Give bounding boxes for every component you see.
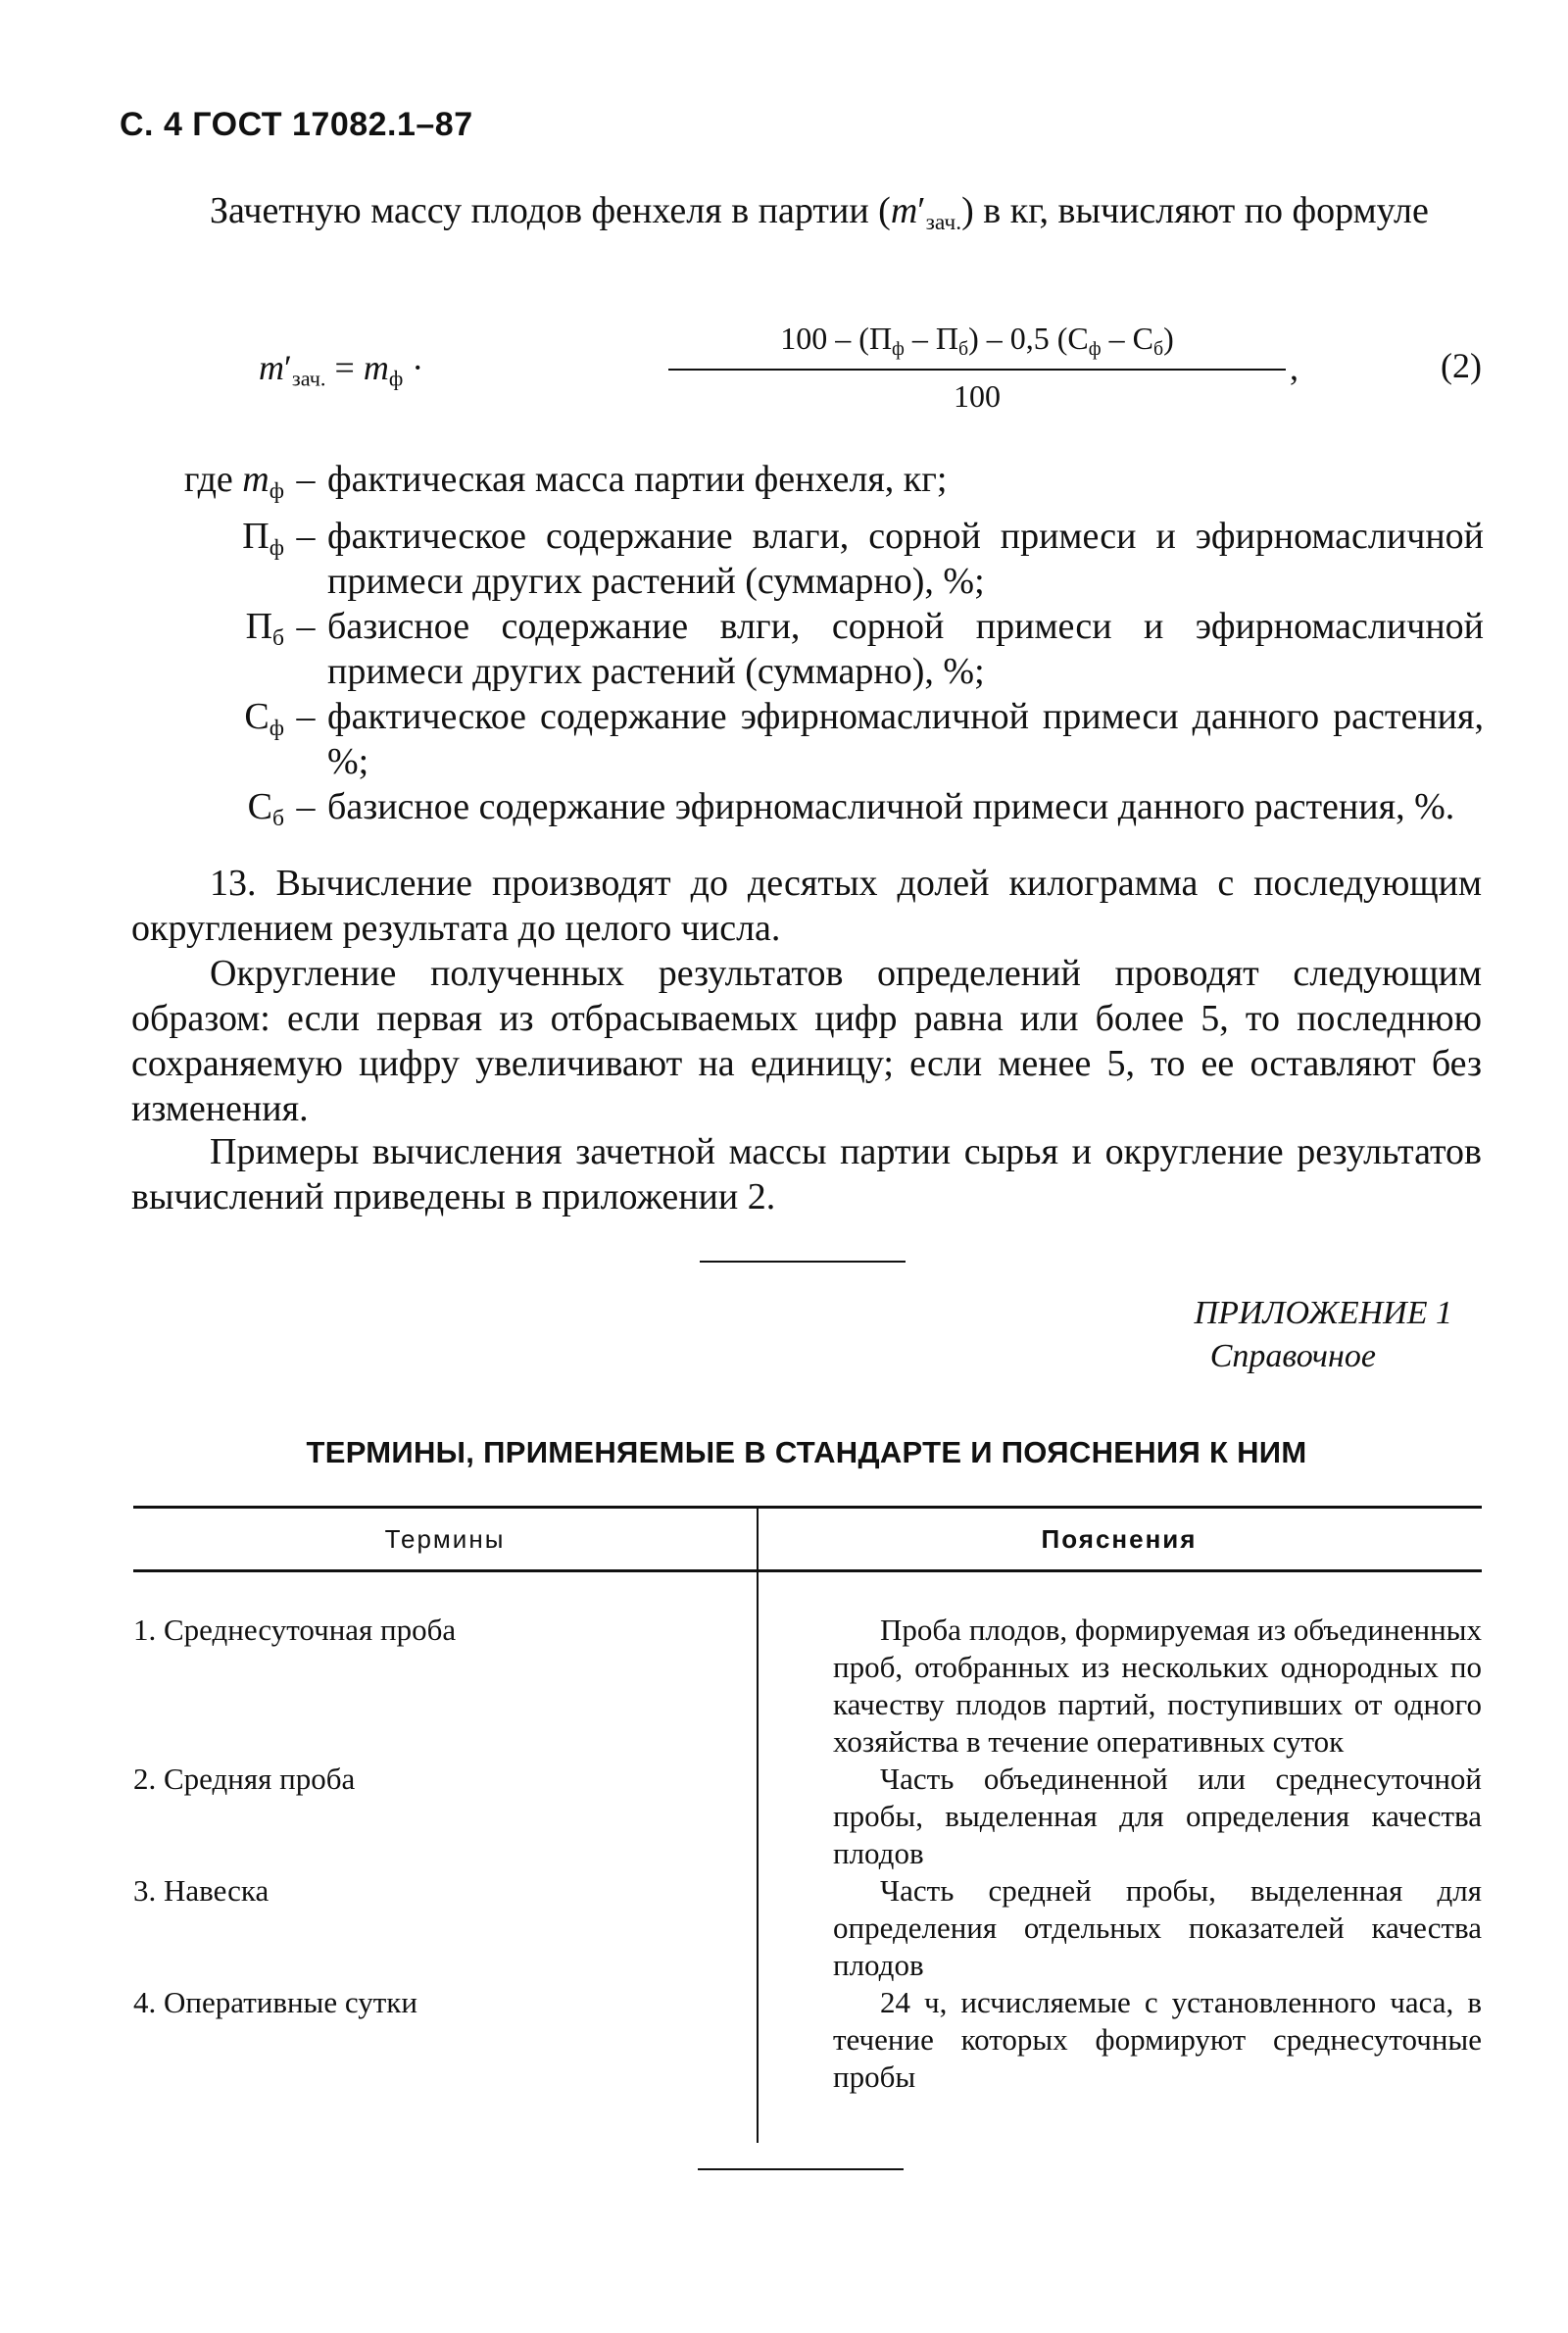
term-cell: 2. Средняя проба [133,1762,356,1796]
term-cell: 4. Оперативные сутки [133,1985,417,2019]
header-terms: Термины [384,1523,506,1554]
explanation-cell: Часть объединенной или среднесуточной пробы, выделенная для определения качества плодов [833,1762,1482,1870]
definition-item: $П_б$ – базисное содержание влги, сорной примеси и эфирномасличной примеси других растений (суммарно), %; [245,606,1484,693]
table-row [133,1612,1482,1761]
formula-comma: , [1290,348,1298,387]
formula-denominator: 100 [954,378,1001,414]
terms-table [133,1506,1482,2096]
definition-item: $С_ф$ – фактическое содержание эфирномасличной примеси данного растения, %; [244,696,1484,783]
equation-number: (2) [1441,346,1482,385]
formula-lhs: $m'_{зач.} = m_ф$ · [259,348,424,391]
section-divider [700,1261,906,1263]
appendix-label [1195,1292,1452,1378]
paragraph-13: 13. Вычисление производят до десятых долей килограмма с последующим округлением результата до целого числа. [131,863,1482,949]
definition-item: где $m_ф$ – фактическая масса партии фенхеля, кг; [183,459,948,505]
end-divider [698,2168,904,2170]
paragraph-examples: Примеры вычисления зачетной массы партии сырья и округление результатов вычислений приведены в приложении 2. [131,1131,1482,1217]
term-cell: 1. Среднесуточная проба [133,1613,457,1647]
explanation-cell: 24 ч, исчисляемые с установленного часа, в течение которых формируют среднесуточные пробы [833,1985,1482,2094]
definition-item: $П_ф$ – фактическое содержание влаги, сорной примеси и эфирномасличной примеси других растений (суммарно), %; [242,516,1484,603]
table-row [133,1984,1482,2096]
explanation-cell: Проба плодов, формируемая из объединенных проб, отобранных из нескольких однородных по качеству плодов партий, поступивших от одного хозяйства в течение оперативных суток [833,1613,1482,1759]
header-explanations: Пояснения [1041,1523,1198,1554]
table-row [133,1872,1482,1984]
appendix-type: Справочное [1209,1338,1376,1374]
term-cell: 3. Навеска [133,1873,270,1908]
formula-fraction [668,316,1286,416]
appendix-number: ПРИЛОЖЕНИЕ 1 [1194,1295,1452,1331]
intro-paragraph: Зачетную массу плодов фенхеля в партии $(m'_{зач.})$ в кг, вычисляют по формуле [210,190,1429,236]
section-title: ТЕРМИНЫ, ПРИМЕНЯЕМЫЕ В СТАНДАРТЕ И ПОЯСНЕНИЯ К НИМ [306,1435,1307,1469]
formula-2 [131,316,1482,423]
page-header: С. 4 ГОСТ 17082.1–87 [120,106,473,143]
definitions-list [116,457,1484,841]
formula-numerator: $100 - (П_ф - П_б) - 0,5$ $(С_ф - С_б)$ [780,321,1174,360]
explanation-cell: Часть средней пробы, выделенная для определения отдельных показателей качества плодов [833,1873,1482,1982]
fraction-bar [668,369,1286,371]
paragraph-rounding: Округление полученных результатов определений проводят следующим образом: если первая из отбрасываемых цифр равна или более 5, то последнюю сохраняемую цифру увеличивают на единицу; если менее 5, то ее оставляют без изменения. [131,953,1482,1129]
table-header [133,1509,1482,1569]
table-row [133,1761,1482,1872]
definition-item: $С_б$ – базисное содержание эфирномасличной примеси данного растения, %. [247,786,1455,832]
column-divider [757,1506,759,2143]
